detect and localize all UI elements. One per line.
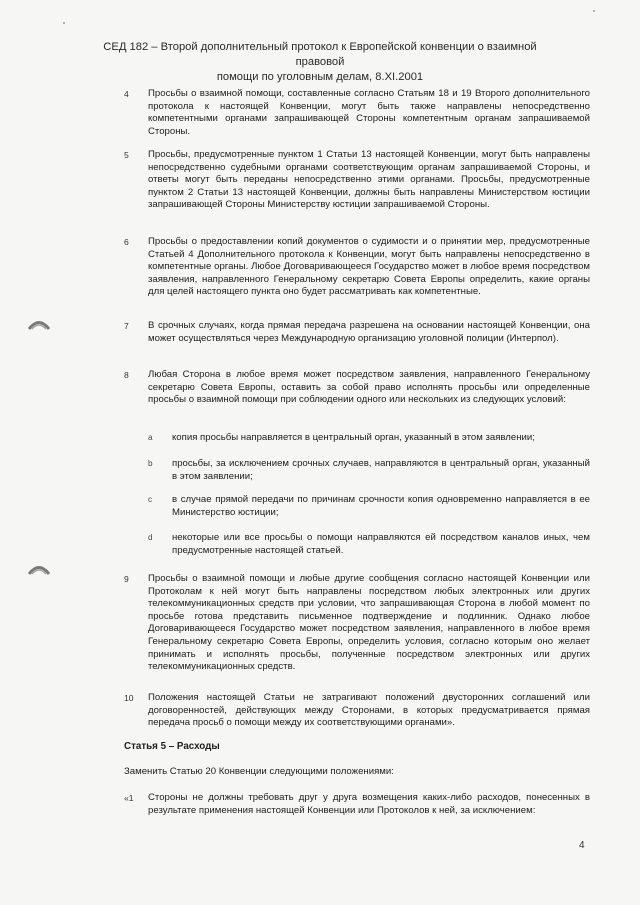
header-line-1: СЕД 182 – Второй дополнительный протокол к Европейской конвенции о взаимной правовой — [103, 41, 537, 68]
item-number: 5 — [124, 150, 129, 160]
header-line-2: помощи по уголовным делам, 8.XI.2001 — [216, 71, 424, 83]
condition-text: просьбы, за исключением срочных случаев, направляются в центральный орган, указанный в этом заявлении; — [172, 458, 590, 482]
condition-letter: b — [148, 459, 153, 468]
item-number: 8 — [124, 370, 129, 380]
item-text: Просьбы, предусмотренные пунктом 1 Статьи 13 настоящей Конвенции, могут быть направлены непосредственно судебными органами соответствующим органам запрашиваемой Стороны, и ответы могут быть переданы непосредственно этими органами. Просьбы, предусмотренные пунктом 2 Статьи 13 настоящей Конвенции, должны быть направлены Министерством юстиции запрашивающей Стороны Министерству юстиции запрашиваемой Стороны. — [148, 149, 590, 211]
item-number: «1 — [124, 793, 134, 803]
condition-letter: a — [148, 433, 153, 442]
scan-speck — [63, 22, 65, 24]
item-number: 4 — [124, 89, 129, 99]
item-text: В срочных случаях, когда прямая передача разрешена на основании настоящей Конвенции, она может осуществляться через Международную организацию уголовной полиции (Интерпол). — [148, 320, 590, 344]
item-number: 7 — [124, 321, 129, 331]
item-number: 9 — [124, 574, 129, 584]
item-text: Просьбы о взаимной помощи, составленные согласно Статьям 18 и 19 Второго дополнительного протокола к настоящей Конвенции, могут быть также направлены непосредственно компетентными органами запрашивающей Стороны компетентным органам запрашиваемой Стороны. — [148, 88, 590, 137]
condition-text: в случае прямой передачи по причинам срочности копия одновременно направляется в ее Министерство юстиции; — [172, 494, 590, 518]
item-number: 10 — [124, 693, 134, 703]
scan-speck — [593, 10, 595, 12]
punch-hole-mark — [28, 318, 50, 330]
condition-text: некоторые или все просьбы о помощи направляются ей посредством каналов иных, чем предусмотренные настоящей статьей. — [172, 532, 590, 556]
item-text: Стороны не должны требовать друг у друга возмещения каких-либо расходов, понесенных в результате применения настоящей Конвенции или Протоколов к ней, за исключением: — [148, 792, 590, 816]
item-text: Просьбы о предоставлении копий документов о судимости и о принятии мер, предусмотренные Статьей 4 Дополнительного протокола к Конвенции, могут быть направлены непосредственно в компетентные органы. Любое Договаривающееся Государство может в любое время посредством заявления, направленного Генеральному секретарю Совета Европы определить, какие органы для целей настоящего пункта оно будет рассматривать как компетентные. — [148, 236, 590, 298]
article-intro: Заменить Статью 20 Конвенции следующими положениями: — [124, 766, 394, 777]
punch-hole-mark — [28, 563, 50, 575]
item-number: 6 — [124, 237, 129, 247]
page-number: 4 — [579, 840, 585, 851]
item-text: Любая Сторона в любое время может посредством заявления, направленного Генеральному секретарю Совета Европы, оставить за собой право исполнять просьбы или определенные просьбы о взаимной помощи при соблюдении одного или нескольких из следующих условий: — [148, 369, 590, 406]
item-text: Просьбы о взаимной помощи и любые другие сообщения согласно настоящей Конвенции или Протоколам к ней могут быть направлены посредством любых электронных или других телекоммуникационных средств при условии, что запрашивающая Сторона в любой момент по просьбе готова представить письменное подтверждение и подлинник. Однако любое Договаривающееся Государство может посредством заявления, направленного в любое время Генеральному секретарю Совета Европы, определить условия, согласно которым оно желает принимать и исполнять просьбы, полученные посредством электронных или других телекоммуникационных средств. — [148, 573, 590, 673]
condition-letter: c — [148, 495, 153, 504]
item-text: Положения настоящей Статьи не затрагивают положений двусторонних соглашений или договоренностей, действующих между Сторонами, в которых предусматривается прямая передача просьб о помощи между их соответствующими органами». — [148, 692, 590, 729]
condition-text: копия просьбы направляется в центральный орган, указанный в этом заявлении; — [172, 432, 535, 443]
document-header — [90, 40, 550, 85]
condition-letter: d — [148, 533, 153, 542]
article-heading: Статья 5 – Расходы — [124, 741, 220, 752]
